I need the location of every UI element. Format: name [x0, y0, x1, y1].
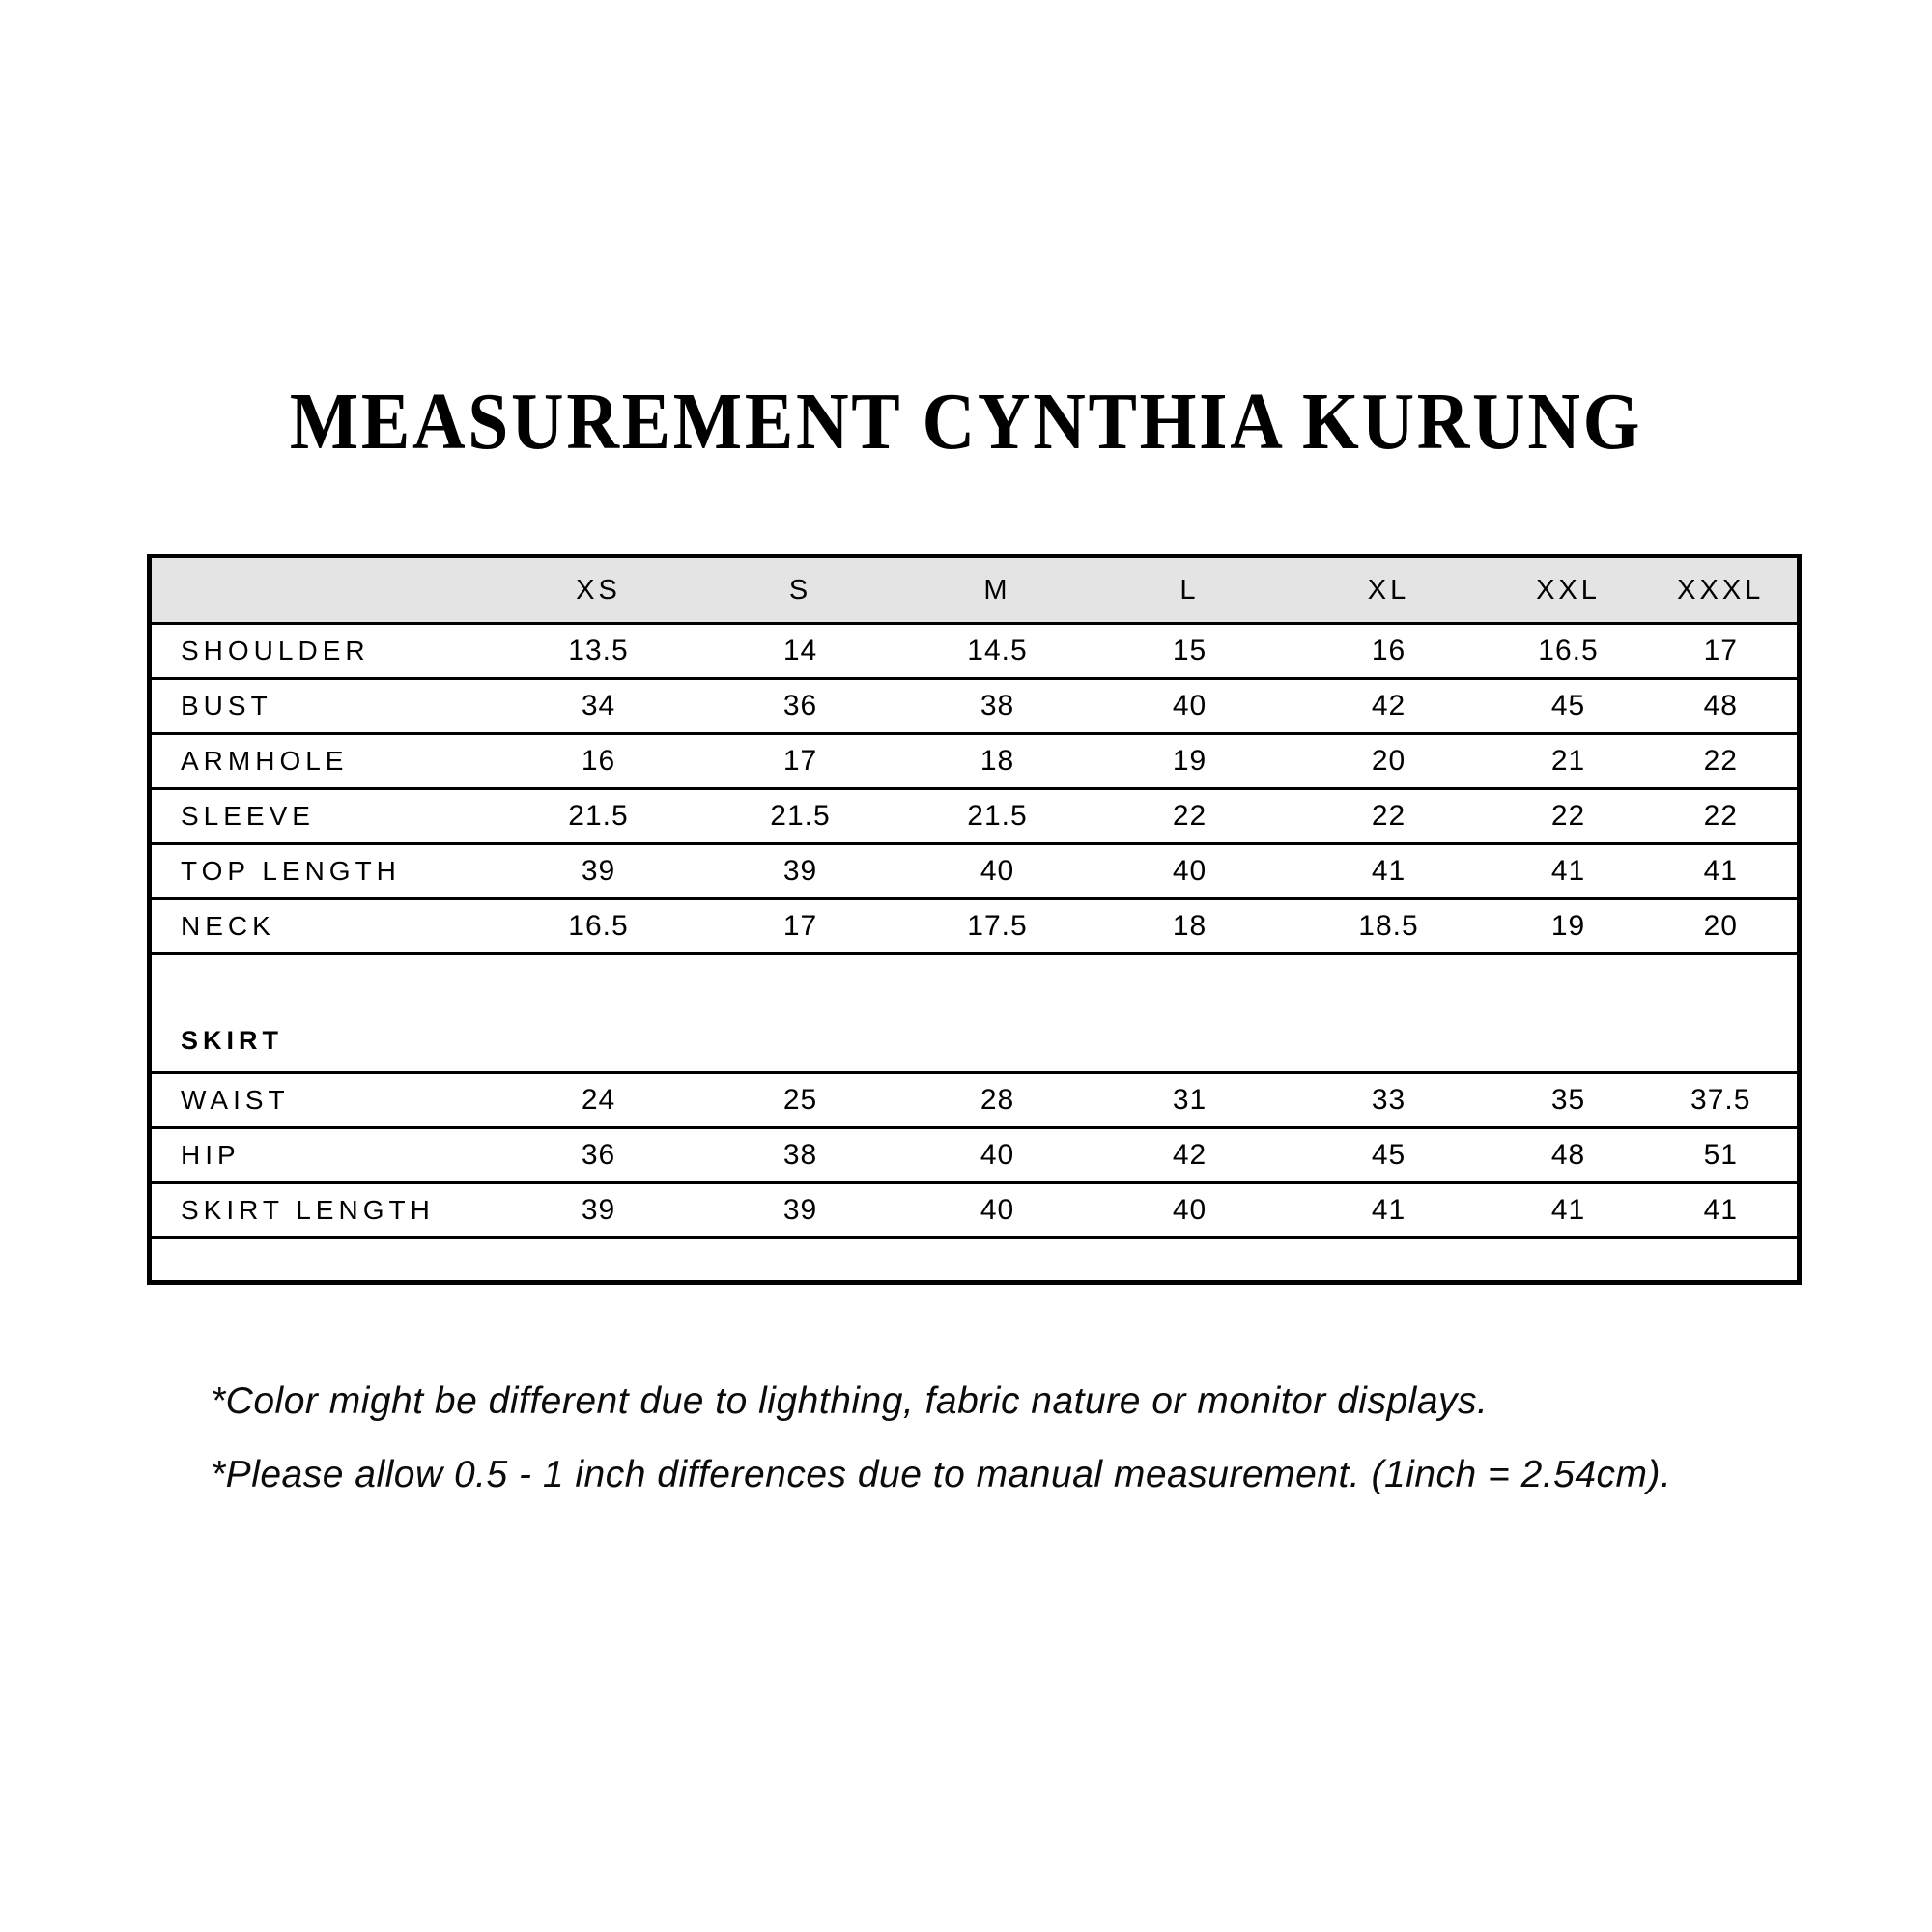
measurement-value: 16	[1371, 635, 1406, 667]
measurement-value: 19	[1550, 910, 1586, 942]
skirt-section-row	[150, 954, 1800, 1073]
measurement-value: 16	[581, 745, 616, 777]
measurement-value: 40	[980, 855, 1015, 887]
measurement-value: 39	[581, 855, 616, 887]
measurement-value: 17	[782, 910, 818, 942]
table-row-neck	[150, 899, 1800, 954]
measurement-value: 40	[980, 1194, 1015, 1226]
size-col-header-xxxl: XXXL	[1645, 556, 1800, 624]
table-row-sleeve	[150, 789, 1800, 844]
measurement-value: 36	[581, 1139, 616, 1171]
measurement-value: 21.5	[770, 800, 831, 832]
measurement-value: 36	[782, 690, 818, 722]
measurement-value: 16.5	[568, 910, 629, 942]
table-row-hip	[150, 1128, 1800, 1183]
measurement-value: 34	[581, 690, 616, 722]
table-row-waist	[150, 1073, 1800, 1128]
measurement-value: 19	[1172, 745, 1208, 777]
measurement-value: 41	[1703, 1194, 1738, 1226]
measurement-value: 41	[1550, 855, 1586, 887]
measurement-value: 14	[782, 635, 818, 667]
note-color-disclaimer: *Color might be different due to lighthing, fabric nature or monitor displays.	[211, 1380, 1489, 1422]
measurement-value: 22	[1172, 800, 1208, 832]
empty-row-cell	[150, 1238, 1800, 1283]
measurement-value: 40	[1172, 1194, 1208, 1226]
skirt-section-label: SKIRT	[181, 1026, 283, 1055]
page-title: MEASUREMENT CYNTHIA KURUNG	[289, 377, 1643, 467]
measurement-value: 17	[782, 745, 818, 777]
measurement-value: 22	[1703, 745, 1738, 777]
row-label: WAIST	[181, 1085, 290, 1115]
measurement-value: 48	[1703, 690, 1738, 722]
size-col-header-l: L	[1094, 556, 1286, 624]
measurement-value: 14.5	[967, 635, 1028, 667]
row-label: ARMHOLE	[181, 746, 349, 776]
measurement-value: 28	[980, 1084, 1015, 1116]
footnotes	[211, 1379, 1671, 1498]
measurement-value: 45	[1550, 690, 1586, 722]
table-row-skirt-length	[150, 1183, 1800, 1238]
measurement-value: 35	[1550, 1084, 1586, 1116]
row-label: HIP	[181, 1140, 241, 1170]
measurement-value: 45	[1371, 1139, 1406, 1171]
measurement-value: 21.5	[568, 800, 629, 832]
measurement-value: 39	[782, 1194, 818, 1226]
measurement-value: 41	[1371, 1194, 1406, 1226]
measurement-value: 31	[1172, 1084, 1208, 1116]
measurement-value: 42	[1172, 1139, 1208, 1171]
row-label: NECK	[181, 911, 275, 941]
size-col-header-xl: XL	[1286, 556, 1492, 624]
measurement-table	[147, 554, 1802, 1285]
row-label: BUST	[181, 691, 272, 721]
size-col-header-m: M	[901, 556, 1094, 624]
row-label: SKIRT LENGTH	[181, 1195, 435, 1225]
size-col-header-xxl: XXL	[1492, 556, 1645, 624]
measurement-value: 17.5	[967, 910, 1028, 942]
measurement-value: 24	[581, 1084, 616, 1116]
measurement-value: 39	[581, 1194, 616, 1226]
measurement-value: 48	[1550, 1139, 1586, 1171]
measurement-value: 22	[1550, 800, 1586, 832]
table-row-top-length	[150, 844, 1800, 899]
empty-bottom-row	[150, 1238, 1800, 1283]
measurement-value: 41	[1371, 855, 1406, 887]
measurement-value: 38	[782, 1139, 818, 1171]
measurement-value: 37.5	[1690, 1084, 1751, 1116]
measurement-value: 21	[1550, 745, 1586, 777]
size-col-header-s: S	[700, 556, 901, 624]
measurement-value: 40	[1172, 690, 1208, 722]
measurement-value: 18	[1172, 910, 1208, 942]
measurement-value: 33	[1371, 1084, 1406, 1116]
measurement-value: 41	[1703, 855, 1738, 887]
table-row-shoulder	[150, 624, 1800, 679]
measurement-value: 39	[782, 855, 818, 887]
measurement-value: 25	[782, 1084, 818, 1116]
measurement-value: 18	[980, 745, 1015, 777]
corner-cell	[150, 556, 497, 624]
measurement-value: 22	[1703, 800, 1738, 832]
measurement-value: 16.5	[1538, 635, 1599, 667]
measurement-value: 21.5	[967, 800, 1028, 832]
table-row-bust	[150, 679, 1800, 734]
measurement-value: 40	[980, 1139, 1015, 1171]
measurement-value: 18.5	[1358, 910, 1419, 942]
measurement-value: 20	[1703, 910, 1738, 942]
size-header-row	[150, 556, 1800, 624]
row-label: SHOULDER	[181, 636, 370, 666]
table-row-armhole	[150, 734, 1800, 789]
measurement-value: 20	[1371, 745, 1406, 777]
note-measurement-disclaimer: *Please allow 0.5 - 1 inch differences due to manual measurement. (1inch = 2.54cm).	[211, 1453, 1672, 1495]
measurement-value: 42	[1371, 690, 1406, 722]
measurement-value: 22	[1371, 800, 1406, 832]
row-label: TOP LENGTH	[181, 856, 401, 886]
measurement-value: 51	[1703, 1139, 1738, 1171]
measurement-value: 38	[980, 690, 1015, 722]
measurement-value: 17	[1703, 635, 1738, 667]
row-label: SLEEVE	[181, 801, 315, 831]
measurement-value: 13.5	[568, 635, 629, 667]
measurement-value: 41	[1550, 1194, 1586, 1226]
measurement-value: 40	[1172, 855, 1208, 887]
measurement-value: 15	[1172, 635, 1208, 667]
size-col-header-xs: XS	[497, 556, 700, 624]
